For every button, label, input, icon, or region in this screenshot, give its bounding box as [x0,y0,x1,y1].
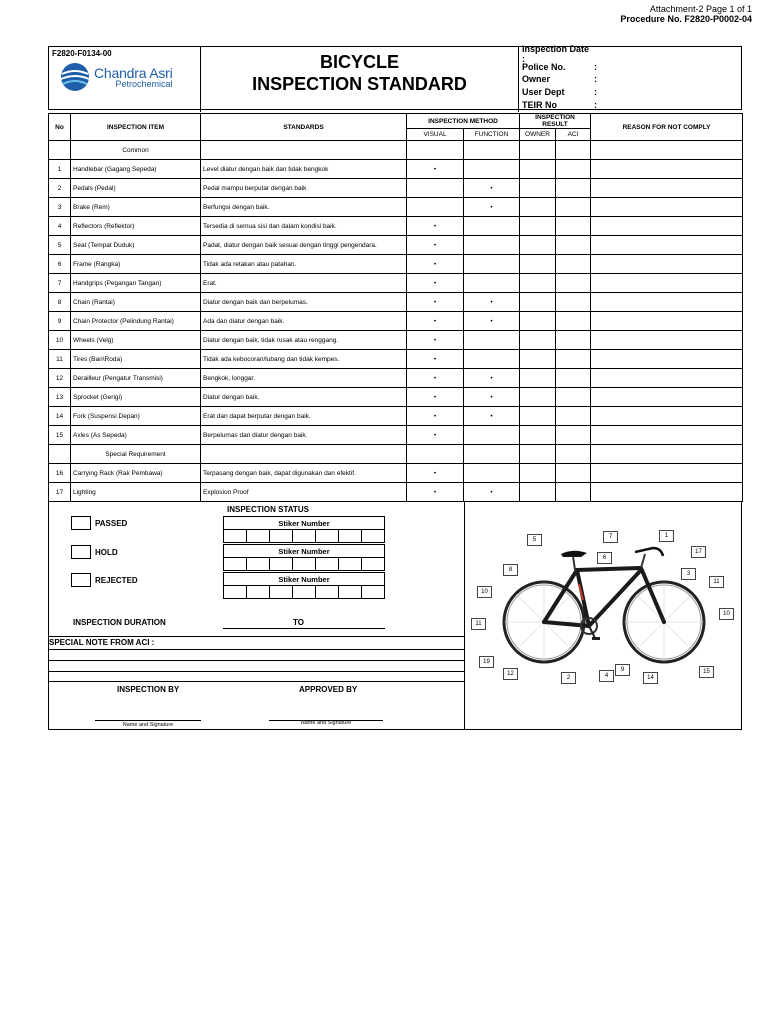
callout-8: 8 [503,564,518,576]
item-no: 2 [49,179,71,198]
item-standard: Diatur dengan baik, tidak rusak atau renggang. [201,331,407,350]
logo-company-name: Chandra Asri [94,65,173,81]
table-row [49,426,743,445]
aci-result-cell[interactable] [556,274,591,293]
col-item-header: INSPECTION ITEM [71,114,201,141]
item-name: Lighting [71,483,201,502]
table-row [49,198,743,217]
item-standard: Berfungsi dengan baik. [201,198,407,217]
function-mark: • [464,179,520,198]
function-mark [464,331,520,350]
inspection-status-title: INSPECTION STATUS [227,505,309,514]
reason-cell[interactable] [591,217,743,236]
reason-cell[interactable] [591,255,743,274]
item-no: 6 [49,255,71,274]
owner-result-cell[interactable] [520,179,556,198]
visual-mark: • [407,407,464,426]
col-standards-header: STANDARDS [201,114,407,141]
function-mark: • [464,388,520,407]
owner-result-cell[interactable] [520,331,556,350]
callout-12: 12 [503,668,518,680]
item-name: Handgrips (Pegangan Tangan) [71,274,201,293]
callout-5: 5 [527,534,542,546]
visual-mark: • [407,426,464,445]
callout-9: 9 [615,664,630,676]
table-row [49,369,743,388]
item-name: Seat (Tempat Duduk) [71,236,201,255]
reason-cell[interactable] [591,350,743,369]
item-name: Sprocket (Gerigi) [71,388,201,407]
function-mark: • [464,312,520,331]
item-no: 12 [49,369,71,388]
rejected-checkbox[interactable] [71,573,91,587]
callout-10-front: 10 [719,608,734,620]
function-mark [464,464,520,483]
section-special-requirement: Special Requirement [71,445,201,464]
callout-4: 4 [599,670,614,682]
table-row [49,179,743,198]
item-name: Derailleur (Pengatur Transmisi) [71,369,201,388]
function-mark: • [464,198,520,217]
table-row [49,350,743,369]
reason-cell[interactable] [591,179,743,198]
visual-mark [407,179,464,198]
inspection-info: Inspection Date : Police No. : Owner : User Dept : TEIR No : [522,44,597,110]
owner-label: Owner [522,74,551,85]
callout-3: 3 [681,568,696,580]
owner-result-cell[interactable] [520,255,556,274]
item-name: Axles (As Sepeda) [71,426,201,445]
item-no: 17 [49,483,71,502]
inspection-duration-label: INSPECTION DURATION [73,618,166,627]
logo-cell [49,47,201,112]
reason-cell[interactable] [591,198,743,217]
item-name: Frame (Rangka) [71,255,201,274]
item-name: Fork (Suspensi Depan) [71,407,201,426]
callout-1: 1 [659,530,674,542]
callout-11-rear: 11 [471,618,486,630]
item-standard: Level diatur dengan baik dan tidak bengkok [201,160,407,179]
reason-cell[interactable] [591,369,743,388]
function-mark [464,160,520,179]
item-no: 5 [49,236,71,255]
item-name: Tires (Ban\Roda) [71,350,201,369]
logo-globe-icon [60,62,90,92]
special-note-line-1[interactable] [49,660,465,661]
bicycle-diagram [469,526,739,686]
page-reference [620,4,752,24]
col-visual-header: VISUAL [407,129,464,141]
item-standard: Tidak ada kebocoran/lubang dan tidak kempes. [201,350,407,369]
callout-7: 7 [603,531,618,543]
owner-result-cell[interactable] [520,160,556,179]
aci-result-cell[interactable] [556,293,591,312]
reason-cell[interactable] [591,464,743,483]
visual-mark: • [407,388,464,407]
table-row [49,331,743,350]
inspector-signature-line[interactable] [95,720,201,721]
aci-result-cell[interactable] [556,464,591,483]
aci-result-cell[interactable] [556,312,591,331]
item-no: 4 [49,217,71,236]
col-function-header: FUNCTION [464,129,520,141]
procedure-number: Procedure No. F2820-P0002-04 [620,14,752,24]
owner-result-cell[interactable] [520,236,556,255]
item-name: Handlebar (Gagang Sepeda) [71,160,201,179]
visual-mark: • [407,312,464,331]
item-standard: Erat. [201,274,407,293]
function-mark [464,274,520,293]
stiker-number-label: Stiker Number [224,573,385,586]
inspection-by-label: INSPECTION BY [117,685,180,694]
table-row [49,483,743,502]
inspector-signature-caption: Name and Signature [122,722,174,728]
rejected-label: REJECTED [95,576,138,585]
owner-result-cell[interactable] [520,426,556,445]
stiker-number-table-3 [223,572,385,599]
company-logo [60,62,197,92]
aci-result-cell[interactable] [556,407,591,426]
reason-cell[interactable] [591,388,743,407]
item-standard: Tidak ada retakan atau patahan. [201,255,407,274]
form-header [48,46,742,110]
stiker-number-label: Stiker Number [224,545,385,558]
attachment-label: Attachment-2 Page 1 of 1 [649,4,752,14]
owner-result-cell[interactable] [520,369,556,388]
visual-mark: • [407,274,464,293]
visual-mark [407,198,464,217]
owner-result-cell[interactable] [520,312,556,331]
reason-cell[interactable] [591,331,743,350]
item-name: Chain (Rantai) [71,293,201,312]
hold-label: HOLD [95,548,118,557]
stiker-number-table-1 [223,516,385,543]
function-mark [464,426,520,445]
title-line-1: BICYCLE [319,52,399,72]
item-name: Carrying Rack (Rak Pembawa) [71,464,201,483]
stiker-number-label: Stiker Number [224,517,385,530]
item-standard: Pedal mampu berputar dengan baik [201,179,407,198]
table-row [49,160,743,179]
item-standard: Diatur dengan baik. [201,388,407,407]
table-row [49,293,743,312]
function-mark [464,217,520,236]
col-method-header: INSPECTION METHOD [407,114,520,129]
callout-10-rear: 10 [477,586,492,598]
visual-mark: • [407,255,464,274]
callout-2: 2 [561,672,576,684]
item-standard: Bengkok, longgar. [201,369,407,388]
form-number: F2820-F0134-00 [52,49,112,58]
reason-cell[interactable] [591,407,743,426]
callout-17: 17 [691,546,706,558]
item-no: 8 [49,293,71,312]
item-name: Wheels (Velg) [71,331,201,350]
reason-cell[interactable] [591,236,743,255]
form-title [201,47,519,112]
duration-line[interactable] [223,628,385,629]
item-standard: Terpasang dengan baik, dapat digunakan dan efektif. [201,464,407,483]
col-owner-header: OWNER [520,129,556,141]
callout-14: 14 [643,672,658,684]
callout-11: 11 [709,576,724,588]
function-mark [464,255,520,274]
reason-cell[interactable] [591,274,743,293]
item-standard: Explosion Proof [201,483,407,502]
function-mark [464,350,520,369]
aci-result-cell[interactable] [556,160,591,179]
aci-result-cell[interactable] [556,350,591,369]
item-name: Pedals (Pedal) [71,179,201,198]
item-no: 11 [49,350,71,369]
col-reason-header: REASON FOR NOT COMPLY [591,114,743,141]
visual-mark: • [407,369,464,388]
table-row [49,388,743,407]
item-no: 9 [49,312,71,331]
inspection-table [48,113,743,502]
visual-mark: • [407,293,464,312]
function-mark: • [464,483,520,502]
reason-cell[interactable] [591,312,743,331]
item-name: Reflectors (Reflektor) [71,217,201,236]
aci-result-cell[interactable] [556,217,591,236]
table-row [49,255,743,274]
item-no: 16 [49,464,71,483]
item-no: 1 [49,160,71,179]
reason-cell[interactable] [591,293,743,312]
table-row [49,236,743,255]
passed-checkbox[interactable] [71,516,91,530]
user-dept-label: User Dept [522,87,565,98]
owner-result-cell[interactable] [520,198,556,217]
teir-no-label: TEIR No [522,99,557,110]
owner-result-cell[interactable] [520,274,556,293]
item-standard: Padat, diatur dengan baik sesuai dengan tinggi pengendara. [201,236,407,255]
aci-result-cell[interactable] [556,179,591,198]
owner-result-cell[interactable] [520,464,556,483]
item-standard: Tersedia di semua sisi dan dalam kondisi baik. [201,217,407,236]
owner-result-cell[interactable] [520,217,556,236]
table-row [49,464,743,483]
item-standard: Berpelumas dan diatur dengan baik. [201,426,407,445]
item-no: 7 [49,274,71,293]
status-section [48,502,742,730]
approver-signature-caption: Name and Signature [300,720,352,726]
aci-result-cell[interactable] [556,426,591,445]
hold-checkbox[interactable] [71,545,91,559]
table-row [49,217,743,236]
inspection-form [48,46,742,730]
table-row [49,407,743,426]
col-aci-header: ACI [556,129,591,141]
owner-result-cell[interactable] [520,483,556,502]
visual-mark: • [407,160,464,179]
duration-to-label: TO [293,618,304,627]
visual-mark: • [407,236,464,255]
function-mark: • [464,293,520,312]
special-note-line-2[interactable] [49,671,465,672]
item-no: 15 [49,426,71,445]
aci-result-cell[interactable] [556,483,591,502]
item-standard: Erat dan dapat berputar dengan baik. [201,407,407,426]
function-mark: • [464,369,520,388]
item-no: 3 [49,198,71,217]
owner-result-cell[interactable] [520,388,556,407]
table-row [49,312,743,331]
police-no-label: Police No. [522,61,566,72]
item-no: 13 [49,388,71,407]
aci-result-cell[interactable] [556,369,591,388]
function-mark: • [464,407,520,426]
item-name: Brake (Rem) [71,198,201,217]
owner-result-cell[interactable] [520,350,556,369]
callout-6: 6 [597,552,612,564]
visual-mark: • [407,350,464,369]
item-standard: Diatur dengan baik dan berpelumas. [201,293,407,312]
owner-result-cell[interactable] [520,293,556,312]
section-common: Common [71,141,201,160]
approved-by-label: APPROVED BY [299,685,358,694]
title-line-2: INSPECTION STANDARD [252,74,467,94]
reason-cell[interactable] [591,160,743,179]
aci-result-cell[interactable] [556,331,591,350]
table-row [49,274,743,293]
inspection-date-label: Inspection Date : [522,44,590,65]
owner-result-cell[interactable] [520,407,556,426]
aci-result-cell[interactable] [556,236,591,255]
item-standard: Ada dan diatur dengan baik. [201,312,407,331]
item-no: 10 [49,331,71,350]
item-name: Chain Protector (Pelindung Rantai) [71,312,201,331]
col-no-header: No [49,114,71,141]
visual-mark: • [407,331,464,350]
aci-result-cell[interactable] [556,198,591,217]
callout-19: 19 [479,656,494,668]
special-note-label: SPECIAL NOTE FROM ACI : [49,638,155,647]
col-result-header: INSPECTION RESULT [520,114,591,129]
visual-mark: • [407,464,464,483]
item-no: 14 [49,407,71,426]
reason-cell[interactable] [591,426,743,445]
logo-subtitle: Petrochemical [115,79,173,89]
aci-result-cell[interactable] [556,255,591,274]
stiker-number-table-2 [223,544,385,571]
passed-label: PASSED [95,519,128,528]
reason-cell[interactable] [591,483,743,502]
callout-15: 15 [699,666,714,678]
function-mark [464,236,520,255]
visual-mark: • [407,483,464,502]
visual-mark: • [407,217,464,236]
aci-result-cell[interactable] [556,388,591,407]
